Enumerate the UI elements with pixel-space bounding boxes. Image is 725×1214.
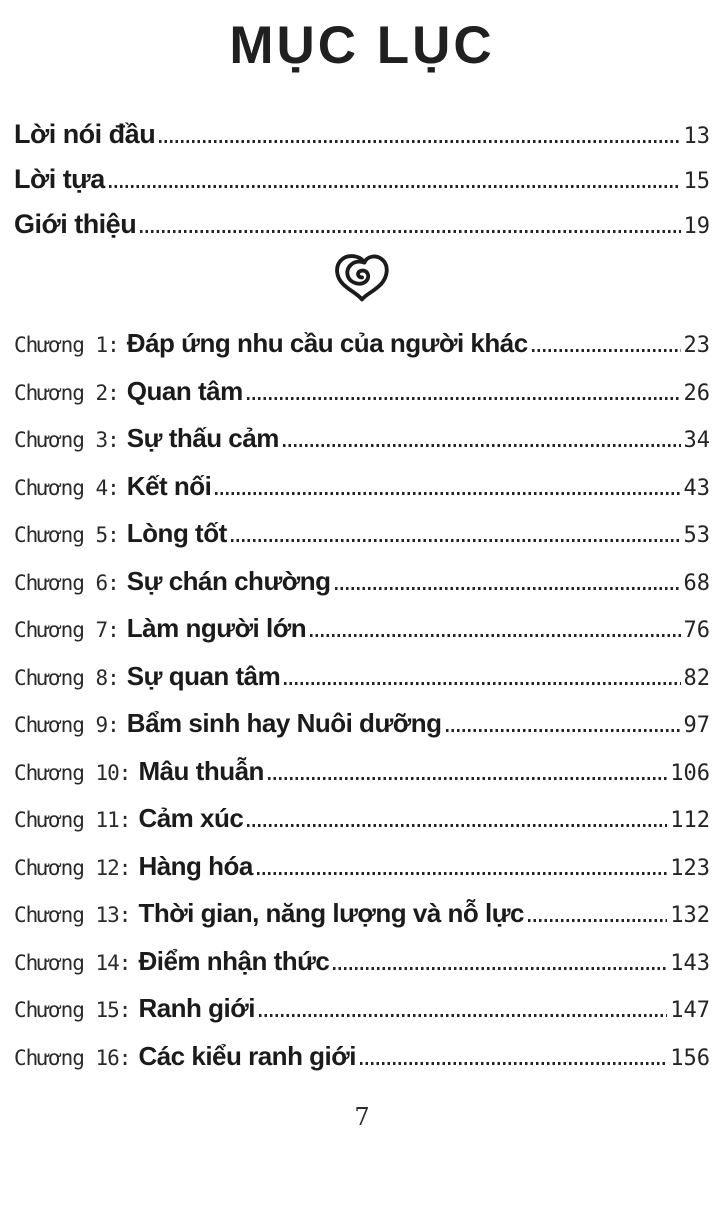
chapter-number-prefix: Chương 16: [14, 1045, 131, 1070]
dot-leader [284, 682, 680, 685]
toc-entry-page-number: 68 [683, 570, 710, 596]
toc-entry-page-number: 156 [670, 1045, 710, 1071]
chapter-title: Cảm xúc [138, 803, 244, 833]
chapter-title: Mâu thuẫn [138, 755, 264, 786]
chapter-number-prefix: Chương 11: [14, 808, 131, 832]
chapter-title: Điểm nhận thức [138, 945, 330, 976]
dot-leader [159, 140, 680, 143]
chapter-number-prefix: Chương 1: [14, 333, 119, 357]
toc-entry-page-number: 19 [683, 214, 710, 239]
toc-entry [14, 883, 710, 931]
chapter-title: Bẩm sinh hay Nuôi dưỡng [126, 708, 442, 738]
toc-entry [14, 741, 710, 789]
toc-entry-page-number: 13 [683, 124, 710, 149]
chapter-title: Hàng hóa [138, 850, 253, 881]
toc-entry [14, 408, 710, 456]
toc-entry-page-number: 53 [683, 523, 710, 548]
toc-entry [14, 931, 710, 979]
chapter-title: Làm người lớn [126, 613, 307, 643]
toc-entry-page-number: 97 [683, 713, 710, 738]
heart-spiral-icon [332, 253, 392, 308]
chapter-number-prefix: Chương 4: [14, 475, 119, 500]
dot-leader [231, 539, 681, 542]
chapter-number-prefix: Chương 2: [14, 380, 119, 405]
chapter-title: Sự thấu cảm [126, 423, 279, 453]
dot-leader [268, 777, 667, 780]
toc-entry [14, 196, 710, 241]
dot-leader [259, 1014, 667, 1017]
chapter-number-prefix: Chương 3: [14, 428, 119, 452]
dot-leader [283, 444, 681, 447]
toc-entry-page-number: 147 [670, 998, 710, 1023]
folio-page-number: 7 [354, 1103, 370, 1131]
toc-entry [14, 151, 710, 196]
chapter-number-prefix: Chương 15: [14, 998, 131, 1022]
toc-entry-label: Lời nói đầu [14, 119, 156, 149]
chapter-title: Sự quan tâm [126, 660, 281, 691]
toc-entry-page-number: 26 [683, 380, 710, 406]
toc-entry-page-number: 23 [683, 333, 710, 358]
toc-entry-page-number: 132 [670, 903, 710, 928]
dot-leader [140, 230, 680, 233]
chapter-title: Quan tâm [126, 375, 243, 406]
dot-leader [109, 185, 681, 188]
chapter-title: Sự chán chường [126, 565, 331, 596]
toc-entry [14, 598, 710, 646]
dot-leader [333, 967, 667, 970]
toc-entry [14, 836, 710, 884]
toc-entry-page-number: 123 [670, 855, 710, 881]
toc-entry [14, 978, 710, 1026]
toc-entry-page-number: 15 [683, 169, 710, 194]
toc-entry-page-number: 106 [670, 760, 710, 786]
chapter-number-prefix: Chương 7: [14, 618, 119, 642]
toc-entry-page-number: 34 [683, 428, 710, 453]
chapter-title: Kết nối [126, 470, 212, 501]
toc-entry [14, 788, 710, 836]
toc-entry-label: Giới thiệu [14, 209, 137, 239]
dot-leader [360, 1062, 667, 1065]
toc-entry [14, 551, 710, 599]
toc-entry-page-number: 143 [670, 950, 710, 976]
toc-entry [14, 313, 710, 361]
chapter-title: Đáp ứng nhu cầu của người khác [126, 328, 528, 358]
dot-leader [310, 634, 680, 637]
chapter-number-prefix: Chương 5: [14, 523, 119, 547]
toc-entry-page-number: 82 [683, 665, 710, 691]
chapter-number-prefix: Chương 14: [14, 950, 131, 975]
toc-entry-label: Lời tựa [14, 164, 105, 194]
dot-leader [528, 919, 667, 922]
chapter-number-prefix: Chương 10: [14, 760, 131, 785]
toc-entry-page-number: 76 [683, 618, 710, 643]
chapter-title: Ranh giới [138, 993, 255, 1023]
front-matter-list [14, 106, 710, 241]
chapter-title: Thời gian, năng lượng và nỗ lực [138, 898, 525, 928]
chapter-list [14, 313, 710, 1073]
toc-entry [14, 361, 710, 409]
section-divider [14, 255, 710, 305]
chapter-number-prefix: Chương 12: [14, 855, 131, 880]
chapter-number-prefix: Chương 6: [14, 570, 119, 595]
toc-entry [14, 646, 710, 694]
chapter-number-prefix: Chương 13: [14, 903, 131, 927]
dot-leader [247, 397, 681, 400]
toc-entry-page-number: 112 [670, 808, 710, 833]
dot-leader [532, 349, 681, 352]
toc-entry [14, 503, 710, 551]
dot-leader [257, 872, 667, 875]
toc-entry [14, 456, 710, 504]
chapter-title: Các kiểu ranh giới [138, 1040, 356, 1071]
page-title: MỤC LỤC [229, 16, 495, 75]
dot-leader [335, 587, 681, 590]
toc-page [0, 14, 725, 1214]
dot-leader [215, 492, 680, 495]
toc-entry [14, 106, 710, 151]
chapter-number-prefix: Chương 9: [14, 713, 119, 737]
toc-entry-page-number: 43 [683, 475, 710, 501]
chapter-title: Lòng tốt [126, 518, 227, 548]
toc-entry [14, 693, 710, 741]
dot-leader [446, 729, 681, 732]
dot-leader [247, 824, 667, 827]
chapter-number-prefix: Chương 8: [14, 665, 119, 690]
toc-entry [14, 1026, 710, 1074]
